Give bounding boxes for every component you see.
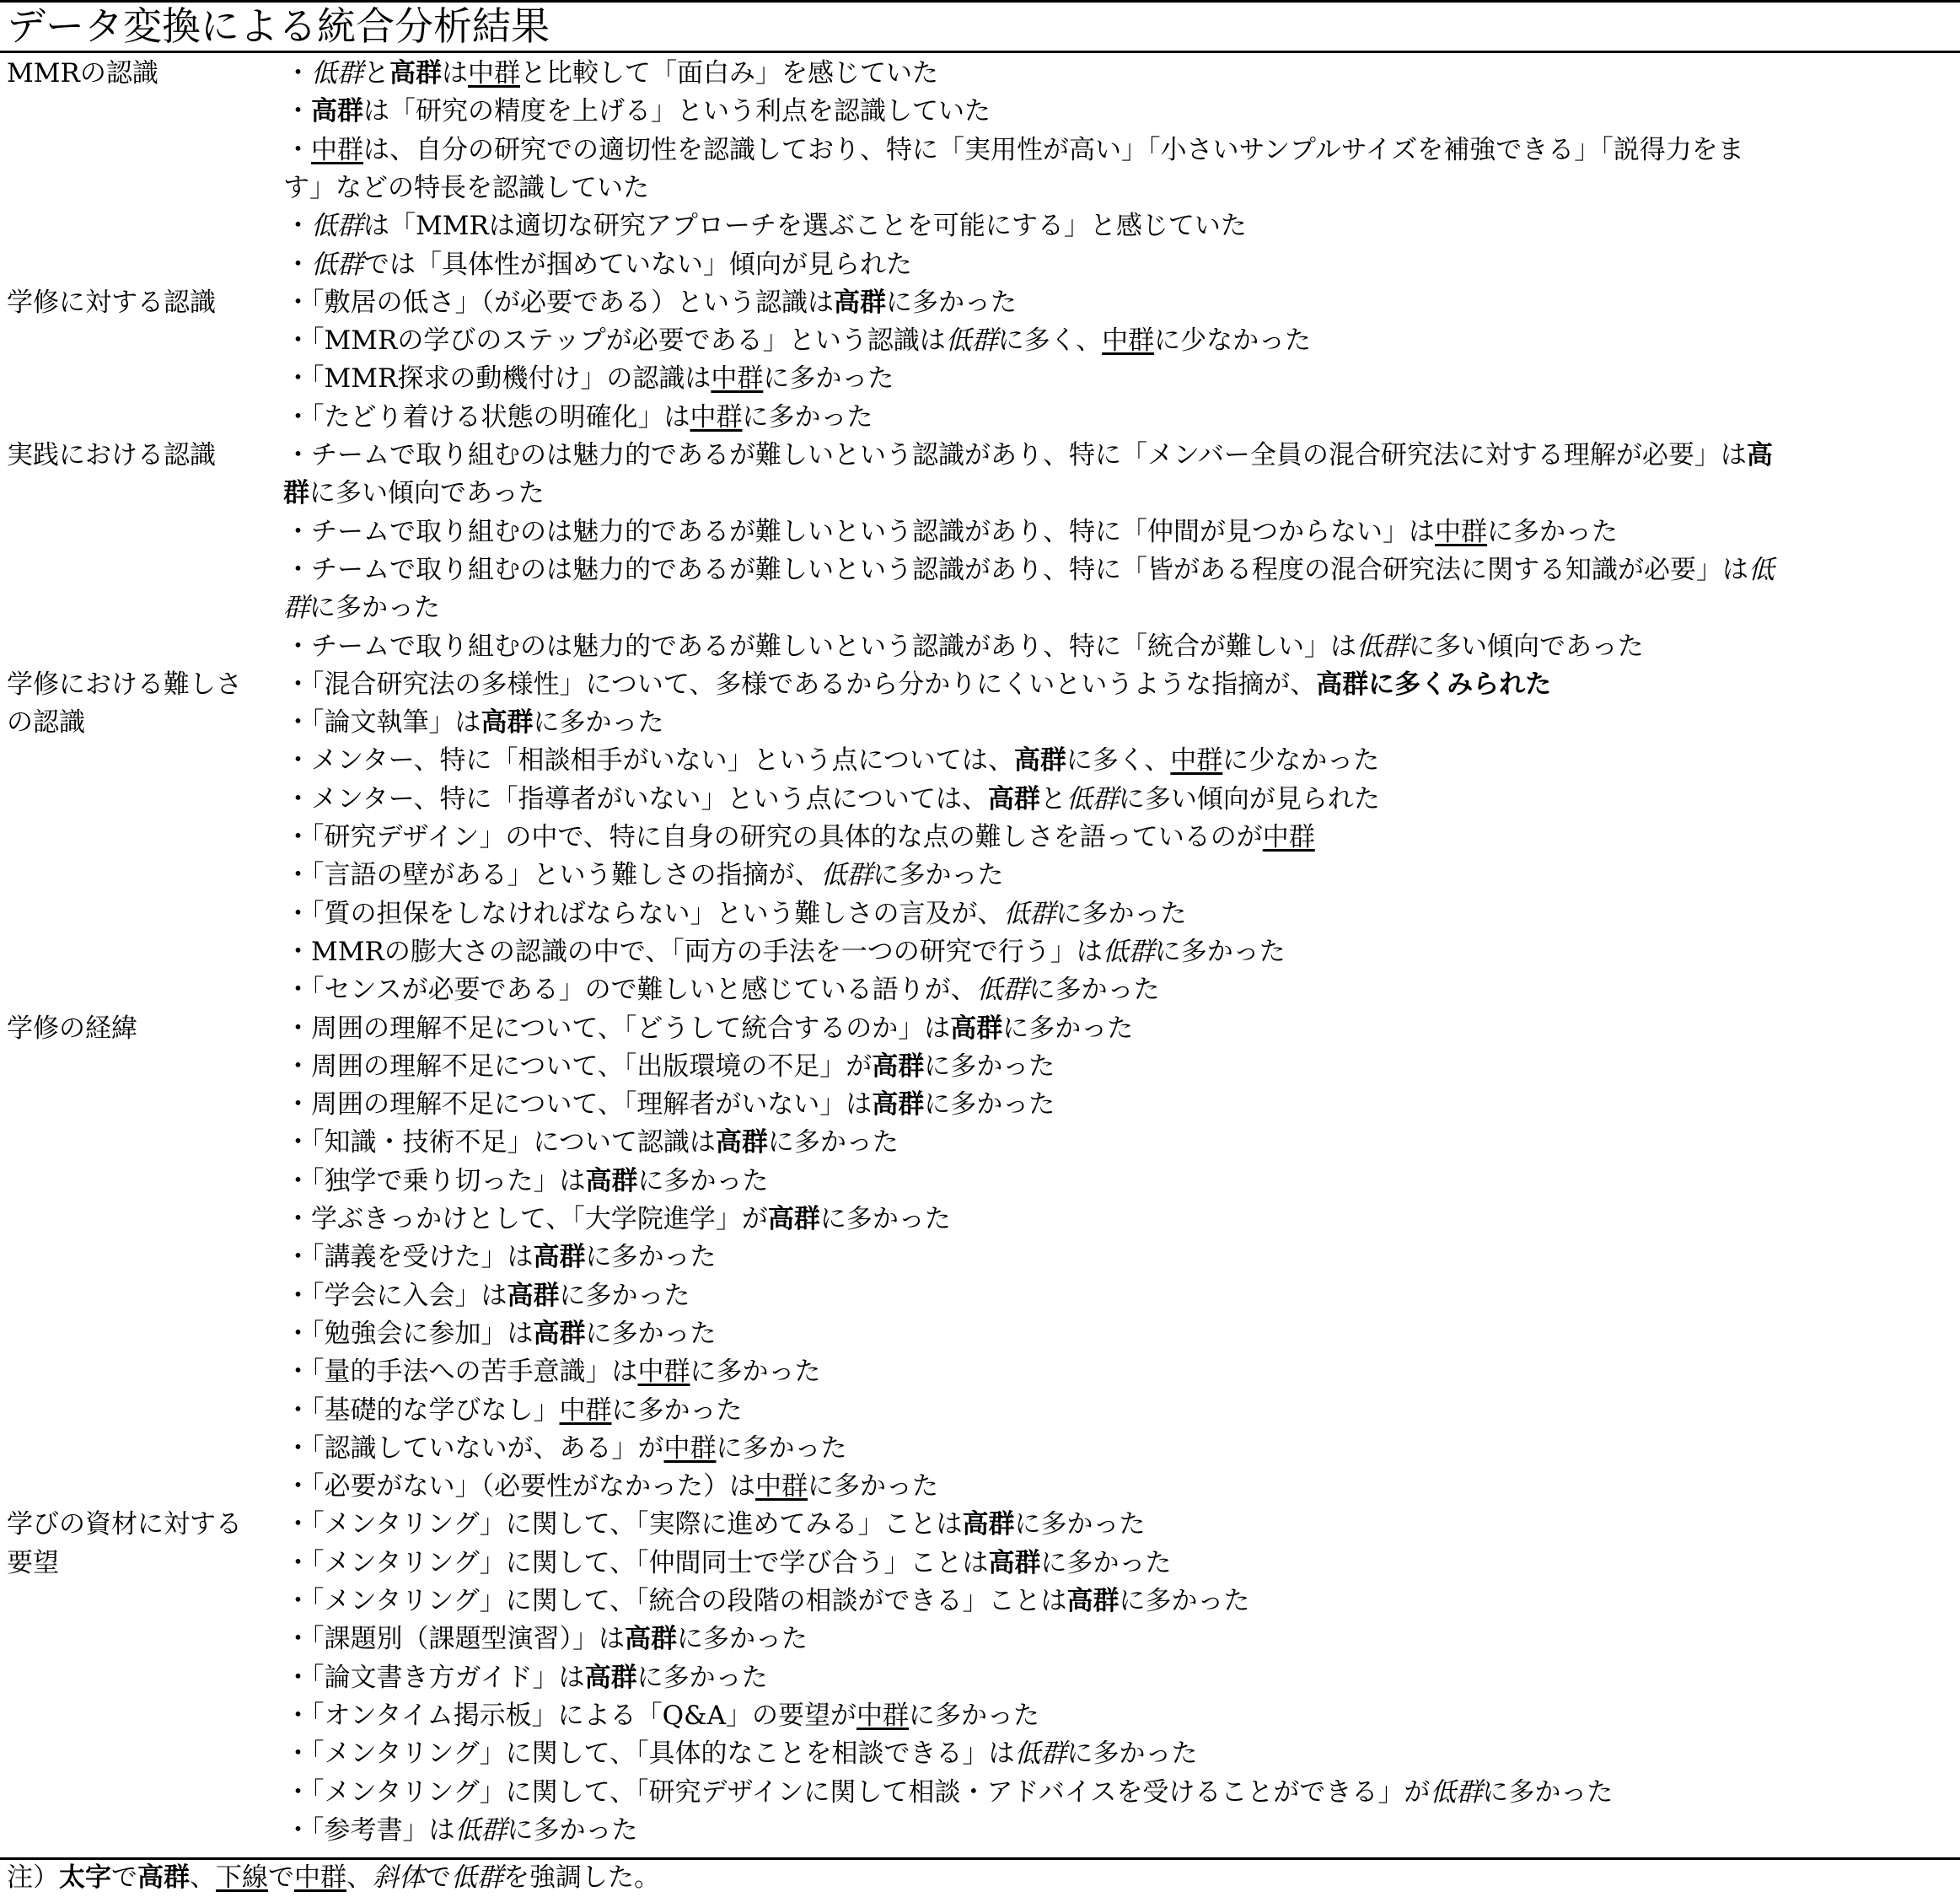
text-segment: 、	[190, 1862, 216, 1893]
text-segment: に多かった	[559, 1280, 690, 1311]
low-group-emphasis: 低群	[1066, 783, 1119, 814]
text-segment: ・「メンタリング」に関して、「仲間同士で学び合う」ことは	[285, 1547, 989, 1578]
finding-item	[285, 1202, 951, 1237]
text-segment: に多かった	[636, 1662, 768, 1693]
middle-group-emphasis: 中群	[637, 1357, 690, 1388]
text-segment: に多かった	[1154, 936, 1286, 967]
text-segment: ・「勉強会に参加」は	[285, 1318, 534, 1349]
text-segment: ・「認識していないが、ある」が	[285, 1432, 664, 1464]
high-group-emphasis: 高群	[1013, 745, 1066, 777]
text-segment: ・周囲の理解不足について、「理解者がいない」は	[285, 1089, 873, 1120]
middle-group-emphasis: 中群	[690, 401, 743, 433]
finding-item	[285, 1737, 1198, 1771]
finding-item	[285, 515, 1618, 550]
finding-item	[285, 1355, 821, 1389]
text-segment: に少なかった	[1222, 745, 1380, 777]
low-group-emphasis: 群	[283, 593, 309, 624]
finding-item	[285, 668, 1551, 702]
text-segment: す」などの特長を認識していた	[283, 172, 649, 203]
finding-item	[285, 1661, 768, 1695]
text-segment: に多かった	[1040, 1547, 1172, 1578]
text-segment: ・「基礎的な学びなし」	[285, 1395, 560, 1426]
text-segment: ・「論文書き方ガイド」は	[285, 1662, 585, 1693]
text-segment: ・	[285, 249, 311, 280]
finding-item	[285, 286, 1017, 320]
high-group-emphasis: 高群	[625, 1624, 677, 1655]
high-group-emphasis: 高群	[987, 783, 1040, 814]
finding-item	[285, 1470, 938, 1504]
finding-continuation	[283, 591, 440, 626]
low-group-emphasis: 低群	[311, 58, 363, 89]
text-segment: ・チームで取り組むのは魅力的であるが難しいという認識があり、特に「統合が難しい」は	[285, 631, 1356, 662]
finding-item	[285, 56, 938, 91]
finding-item	[285, 1814, 638, 1848]
text-segment: で	[111, 1862, 137, 1893]
low-group-emphasis: 低群	[945, 325, 998, 357]
text-segment: ・「MMR探求の動機付け」の認識は	[285, 363, 712, 395]
text-segment: に多かった	[637, 1165, 769, 1196]
text-segment: ・「オンタイム掲示板」による「Q&A」の要望が	[285, 1700, 857, 1731]
text-segment: ・	[285, 134, 311, 165]
text-segment: に多かった	[677, 1624, 808, 1655]
middle-group-emphasis: 中群	[1170, 745, 1223, 777]
low-group-emphasis: 低群	[451, 1862, 503, 1893]
finding-item	[285, 1050, 1055, 1084]
finding-item	[285, 782, 1380, 817]
low-group-emphasis: 低群	[311, 211, 363, 242]
low-group-emphasis: 低群	[1102, 936, 1155, 967]
text-segment: に多かった	[1002, 1013, 1134, 1044]
high-group-emphasis: 高群	[872, 1089, 925, 1120]
text-segment: に多く、	[1066, 745, 1171, 777]
finding-item	[285, 1126, 899, 1160]
text-segment: ・	[285, 96, 311, 127]
high-group-emphasis: 高群	[137, 1862, 190, 1893]
text-segment: ・「メンタリング」に関して、「具体的なことを相談できる」は	[285, 1738, 1015, 1770]
finding-item	[285, 1394, 743, 1428]
text-segment: ・周囲の理解不足について、「出版環境の不足」が	[285, 1051, 873, 1082]
text-segment: と	[363, 58, 389, 89]
finding-item	[285, 209, 1247, 244]
finding-item	[285, 1088, 1055, 1122]
middle-group-emphasis: 中群	[1262, 822, 1315, 852]
finding-item	[285, 1240, 717, 1275]
text-segment: ・「質の担保をしなければならない」という難しさの言及が、	[285, 898, 1004, 929]
text-segment: と	[1039, 783, 1066, 814]
text-segment: ・「混合研究法の多様性」について、多様であるから分かりにくいというような指摘が、	[285, 669, 1317, 700]
text-segment: に多かった	[1482, 1776, 1614, 1808]
high-group-emphasis: 高群に多くみられた	[1316, 669, 1552, 700]
finding-item	[285, 706, 664, 740]
table-title: データ変換による統合分析結果	[7, 3, 550, 49]
top-rule	[0, 0, 1960, 3]
finding-item	[285, 400, 873, 435]
finding-item	[285, 1699, 1039, 1733]
high-group-emphasis: 高群	[950, 1013, 1003, 1044]
finding-item	[285, 1012, 1133, 1046]
text-segment: ・メンター、特に「指導者がいない」という点については、	[285, 783, 988, 814]
middle-group-emphasis: 中群	[311, 134, 363, 165]
finding-item	[285, 133, 1744, 168]
finding-item	[285, 438, 1773, 473]
high-group-emphasis: 高群	[988, 1547, 1041, 1578]
text-segment: ・「メンタリング」に関して、「実際に進めてみる」ことは	[285, 1509, 963, 1540]
high-group-emphasis: 高群	[311, 96, 363, 127]
results-table	[0, 56, 1960, 1852]
high-group-emphasis: 高群	[481, 707, 534, 739]
finding-item	[285, 744, 1379, 778]
text-segment: に多かった	[767, 1127, 899, 1158]
text-segment: に多い傾向であった	[309, 478, 545, 509]
text-segment: に多かった	[507, 1814, 638, 1846]
text-segment: ・「敷居の低さ」（が必要である）という認識は	[285, 287, 834, 318]
text-segment: ・「独学で乗り切った」は	[285, 1165, 586, 1196]
text-segment: に多かった	[909, 1700, 1040, 1731]
text-segment: ・「必要がない」（必要性がなかった）は	[285, 1471, 755, 1502]
category-label: 実践における認識	[7, 440, 216, 470]
text-segment: ・	[285, 211, 311, 242]
category-label: 要望	[7, 1547, 59, 1578]
text-segment: に多かった	[611, 1395, 743, 1426]
text-segment: に多かった	[1014, 1509, 1146, 1540]
text-segment: に多かった	[819, 1204, 951, 1234]
text-segment: ・チームで取り組むのは魅力的であるが難しいという認識があり、特に「仲間が見つからない」は	[285, 516, 1435, 547]
middle-group-emphasis: 中群	[1102, 325, 1155, 357]
category-label: 学修における難しさ	[7, 669, 242, 700]
text-segment: に多かった	[924, 1051, 1055, 1082]
high-group-emphasis: 高群	[715, 1127, 768, 1158]
low-group-emphasis: 低群	[1356, 631, 1409, 662]
text-segment: に多かった	[585, 1242, 717, 1273]
text-segment: は「研究の精度を上げる」という利点を認識していた	[363, 96, 991, 127]
footer-rule	[0, 1857, 1960, 1860]
text-segment: は「MMRは適切な研究アプローチを選ぶことを可能にする」と感じていた	[363, 211, 1247, 242]
text-segment: に多かった	[1119, 1586, 1250, 1616]
high-group-emphasis: 高群	[584, 1662, 637, 1693]
category-label: MMRの認識	[7, 58, 158, 89]
finding-item	[285, 1776, 1613, 1810]
text-segment: と比較して「面白み」を感じていた	[520, 58, 938, 89]
finding-item	[285, 94, 991, 129]
middle-group-emphasis: 中群	[559, 1395, 612, 1426]
low-group-emphasis: 低群	[976, 975, 1029, 1006]
header-rule	[0, 51, 1960, 53]
text-segment: ・「MMRの学びのステップが必要である」という認識は	[285, 325, 946, 357]
text-segment: は、自分の研究での適切性を認識しており、特に「実用性が高い」「小さいサンプルサイズを補強できる」「説得力をま	[363, 134, 1744, 165]
finding-item	[285, 362, 894, 396]
category-label: の認識	[7, 707, 85, 739]
text-segment: ・チームで取り組むのは魅力的であるが難しいという認識があり、特に「メンバー全員の混合研究法に対する理解が必要」は	[285, 440, 1747, 470]
high-group-emphasis: 高群	[962, 1509, 1015, 1540]
finding-item	[285, 1164, 769, 1199]
text-segment: に多かった	[1066, 1738, 1198, 1770]
finding-item	[285, 935, 1286, 970]
text-segment: ・MMRの膨大さの認識の中で、「両方の手法を一つの研究で行う」は	[285, 936, 1103, 967]
finding-item	[285, 973, 1160, 1008]
text-segment: は	[442, 58, 468, 89]
low-group-emphasis: 低群	[1430, 1776, 1483, 1808]
category-label: 学修に対する認識	[7, 287, 216, 318]
text-segment: ・チームで取り組むのは魅力的であるが難しいという認識があり、特に「皆がある程度の混合研究法に関する知識が必要」は	[285, 554, 1748, 585]
high-group-emphasis: 太字	[59, 1862, 111, 1893]
text-segment: に多かった	[309, 593, 440, 624]
middle-group-emphasis: 中群	[1435, 516, 1487, 547]
finding-item	[285, 324, 1311, 358]
text-segment: ・「知識・技術不足」について認識は	[285, 1127, 716, 1158]
high-group-emphasis: 高群	[533, 1242, 586, 1273]
middle-group-emphasis: 中群	[711, 363, 764, 395]
text-segment: ・「量的手法への苦手意識」は	[285, 1357, 638, 1388]
finding-item	[285, 858, 1004, 893]
text-segment: に多かった	[924, 1089, 1055, 1120]
text-segment: に多く、	[997, 325, 1103, 357]
finding-item	[285, 1432, 847, 1466]
finding-item	[285, 1584, 1250, 1619]
text-segment: ・「課題別（課題型演習）」は	[285, 1624, 625, 1655]
text-segment: に多かった	[585, 1318, 717, 1349]
low-group-emphasis: 低群	[311, 249, 363, 280]
finding-item	[285, 1317, 717, 1352]
finding-item	[285, 1546, 1172, 1581]
text-segment: ・「メンタリング」に関して、「統合の段階の相談ができる」ことは	[285, 1586, 1067, 1616]
high-group-emphasis: 高群	[507, 1280, 560, 1311]
high-group-emphasis: 高群	[585, 1165, 638, 1196]
high-group-emphasis: 高	[1746, 440, 1773, 470]
text-segment: ・「講義を受けた」は	[285, 1242, 534, 1273]
finding-item	[285, 553, 1775, 588]
text-segment: に多い傾向であった	[1409, 631, 1644, 662]
high-group-emphasis: 高群	[1066, 1586, 1120, 1616]
high-group-emphasis: 群	[283, 478, 309, 509]
finding-item	[285, 248, 912, 282]
finding-item	[285, 630, 1644, 664]
finding-item	[285, 897, 1187, 932]
text-segment: に多かった	[763, 363, 894, 395]
middle-group-emphasis: 中群	[294, 1862, 346, 1893]
text-segment: に多かった	[1028, 975, 1160, 1006]
high-group-emphasis: 高群	[872, 1051, 925, 1082]
finding-continuation	[283, 171, 649, 206]
text-segment: ・「言語の壁がある」という難しさの指摘が、	[285, 860, 821, 891]
text-segment: を強調した。	[503, 1862, 660, 1893]
text-segment: に多かった	[1055, 898, 1187, 929]
finding-continuation	[283, 476, 545, 511]
high-group-emphasis: 高群	[389, 58, 442, 89]
text-segment: に多かった	[873, 860, 1004, 891]
text-segment: に多かった	[690, 1357, 821, 1388]
text-segment: ・	[285, 58, 311, 89]
text-segment: ・周囲の理解不足について、「どうして統合するのか」は	[285, 1013, 951, 1044]
low-group-emphasis: 低群	[454, 1814, 507, 1846]
text-segment: ・「参考書」は	[285, 1814, 455, 1846]
category-label: 学修の経緯	[7, 1013, 137, 1044]
text-segment: に少なかった	[1154, 325, 1312, 357]
middle-group-emphasis: 中群	[755, 1471, 808, 1502]
low-group-emphasis: 斜体	[373, 1862, 425, 1893]
finding-item	[285, 820, 1315, 855]
text-segment: に多かった	[808, 1471, 938, 1502]
text-segment: に多かった	[742, 401, 873, 433]
text-segment: ・学ぶきっかけとして、「大学院進学」が	[285, 1204, 768, 1234]
text-segment: では「具体性が掴めていない」傾向が見られた	[363, 249, 912, 280]
table-note	[7, 1862, 660, 1894]
text-segment: に多い傾向が見られた	[1118, 783, 1380, 814]
text-segment: に多かった	[533, 707, 664, 739]
middle-group-emphasis: 中群	[663, 1432, 717, 1464]
text-segment: で	[268, 1862, 294, 1893]
low-group-emphasis: 低	[1748, 554, 1775, 585]
high-group-emphasis: 高群	[533, 1318, 586, 1349]
high-group-emphasis: 高群	[767, 1204, 820, 1234]
text-segment: 、	[346, 1862, 373, 1893]
middle-group-emphasis: 中群	[468, 58, 520, 89]
text-segment: ・「メンタリング」に関して、「研究デザインに関して相談・アドバイスを受けることができる」が	[285, 1776, 1431, 1808]
text-segment: に多かった	[886, 287, 1017, 318]
low-group-emphasis: 低群	[820, 860, 873, 891]
text-segment: ・「論文執筆」は	[285, 707, 481, 739]
text-segment: ・メンター、特に「相談相手がいない」という点については、	[285, 745, 1014, 777]
text-segment: に多かった	[716, 1432, 847, 1464]
text-segment: ・「たどり着ける状態の明確化」は	[285, 401, 690, 433]
category-label: 学びの資材に対する	[7, 1509, 242, 1540]
text-segment: に多かった	[1487, 516, 1618, 547]
low-group-emphasis: 低群	[1014, 1738, 1067, 1770]
middle-group-emphasis: 中群	[856, 1700, 910, 1731]
finding-item	[285, 1622, 808, 1657]
middle-group-emphasis: 下線	[216, 1862, 268, 1893]
text-segment: 注）	[7, 1862, 59, 1893]
text-segment: ・「研究デザイン」の中で、特に自身の研究の具体的な点の難しさを語っているのが	[285, 822, 1263, 852]
text-segment: ・「学会に入会」は	[285, 1280, 507, 1311]
finding-item	[285, 1507, 1146, 1542]
text-segment: で	[425, 1862, 451, 1893]
text-segment: ・「センスが必要である」ので難しいと感じている語りが、	[285, 975, 977, 1006]
low-group-emphasis: 低群	[1003, 898, 1056, 929]
high-group-emphasis: 高群	[834, 287, 886, 318]
finding-item	[285, 1279, 690, 1314]
